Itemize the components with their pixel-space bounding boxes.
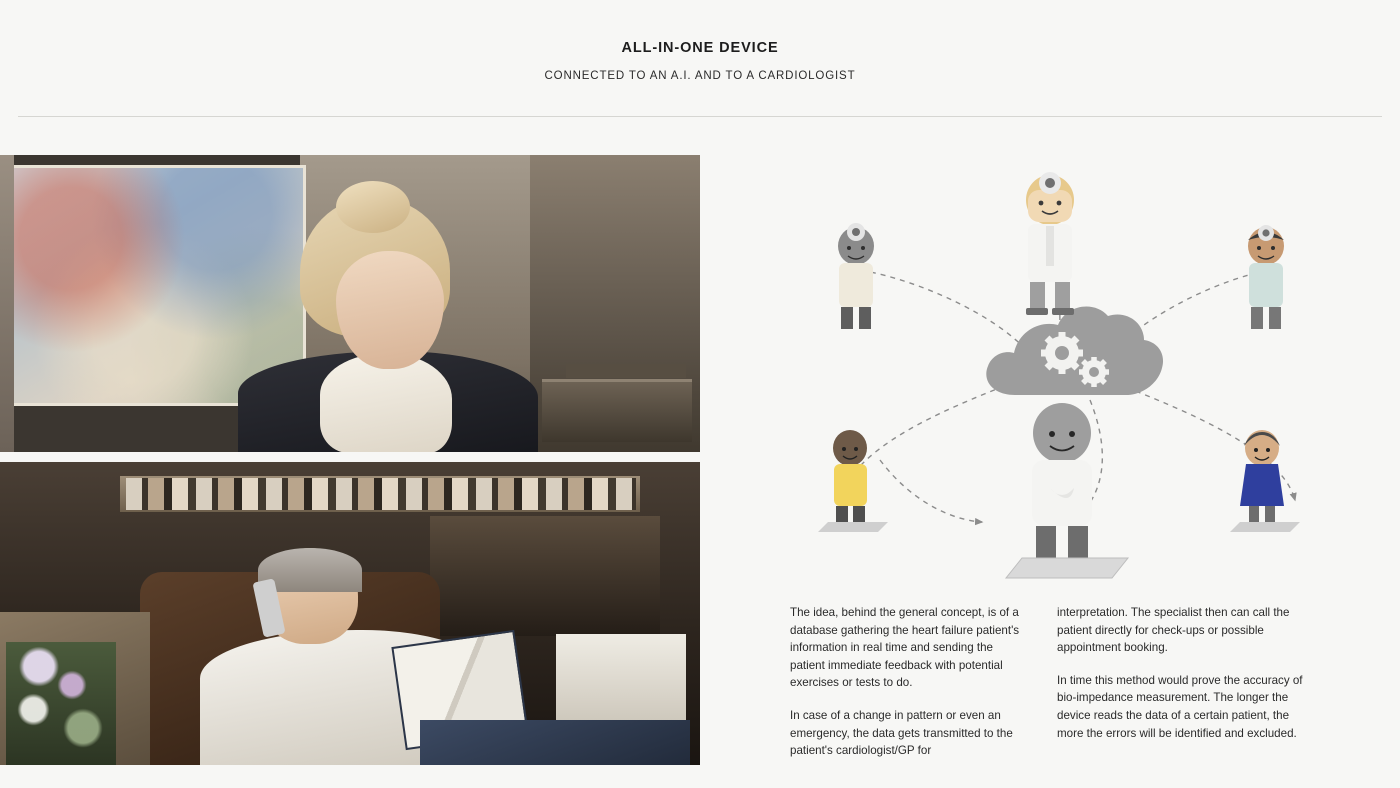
arrow-cloud-to-bottom-left — [840, 375, 1032, 500]
page-subtitle: CONNECTED TO AN A.I. AND TO A CARDIOLOGIST — [544, 70, 856, 82]
figure-bottom-right — [1230, 430, 1300, 532]
cloud-node — [986, 306, 1163, 395]
paragraph-right-1: interpretation. The specialist then can call the patient directly for check-ups or possible appointment booking. — [1057, 606, 1290, 655]
man-jeans — [420, 720, 690, 765]
picture-frames — [126, 478, 636, 510]
figure-doctor-top-center — [1026, 172, 1074, 315]
paragraph-right-2: In time this method would prove the accuracy of bio-impedance measurement. The longer the device reads the data of a certain patient, the more the errors will be identified and excluded. — [1057, 673, 1303, 740]
photo-woman-on-landline-phone — [0, 155, 700, 452]
arrow-left-patient-to-center — [880, 460, 982, 522]
figure-top-right — [1248, 225, 1284, 329]
figure-bottom-center — [1006, 403, 1128, 578]
header-divider — [18, 116, 1382, 117]
body-text-left-column — [790, 604, 1030, 775]
page-header — [0, 0, 1400, 82]
window-area — [430, 516, 660, 636]
network-diagram — [760, 150, 1380, 590]
arrow-cloud-to-top-left — [860, 270, 1038, 365]
photo-man-reading-book — [0, 462, 700, 765]
flower-vase — [6, 642, 116, 765]
figure-top-left — [838, 223, 874, 329]
figure-bottom-left — [818, 430, 888, 532]
body-text-right-column — [1057, 604, 1307, 757]
woman-hair-bun — [336, 181, 410, 233]
shelf-lower — [542, 379, 692, 442]
page-title: ALL-IN-ONE DEVICE — [621, 40, 779, 56]
paragraph-left-1: The idea, behind the general concept, is of a database gathering the heart failure patient's information in real time and sending the patient immediate feedback with potential exercises or tests to do. — [790, 606, 1020, 690]
shelf-upper — [566, 364, 686, 378]
photo-background-left — [0, 155, 14, 452]
paragraph-left-2: In case of a change in pattern or even an emergency, the data gets transmitted to the patient's cardiologist/GP for — [790, 709, 1013, 758]
